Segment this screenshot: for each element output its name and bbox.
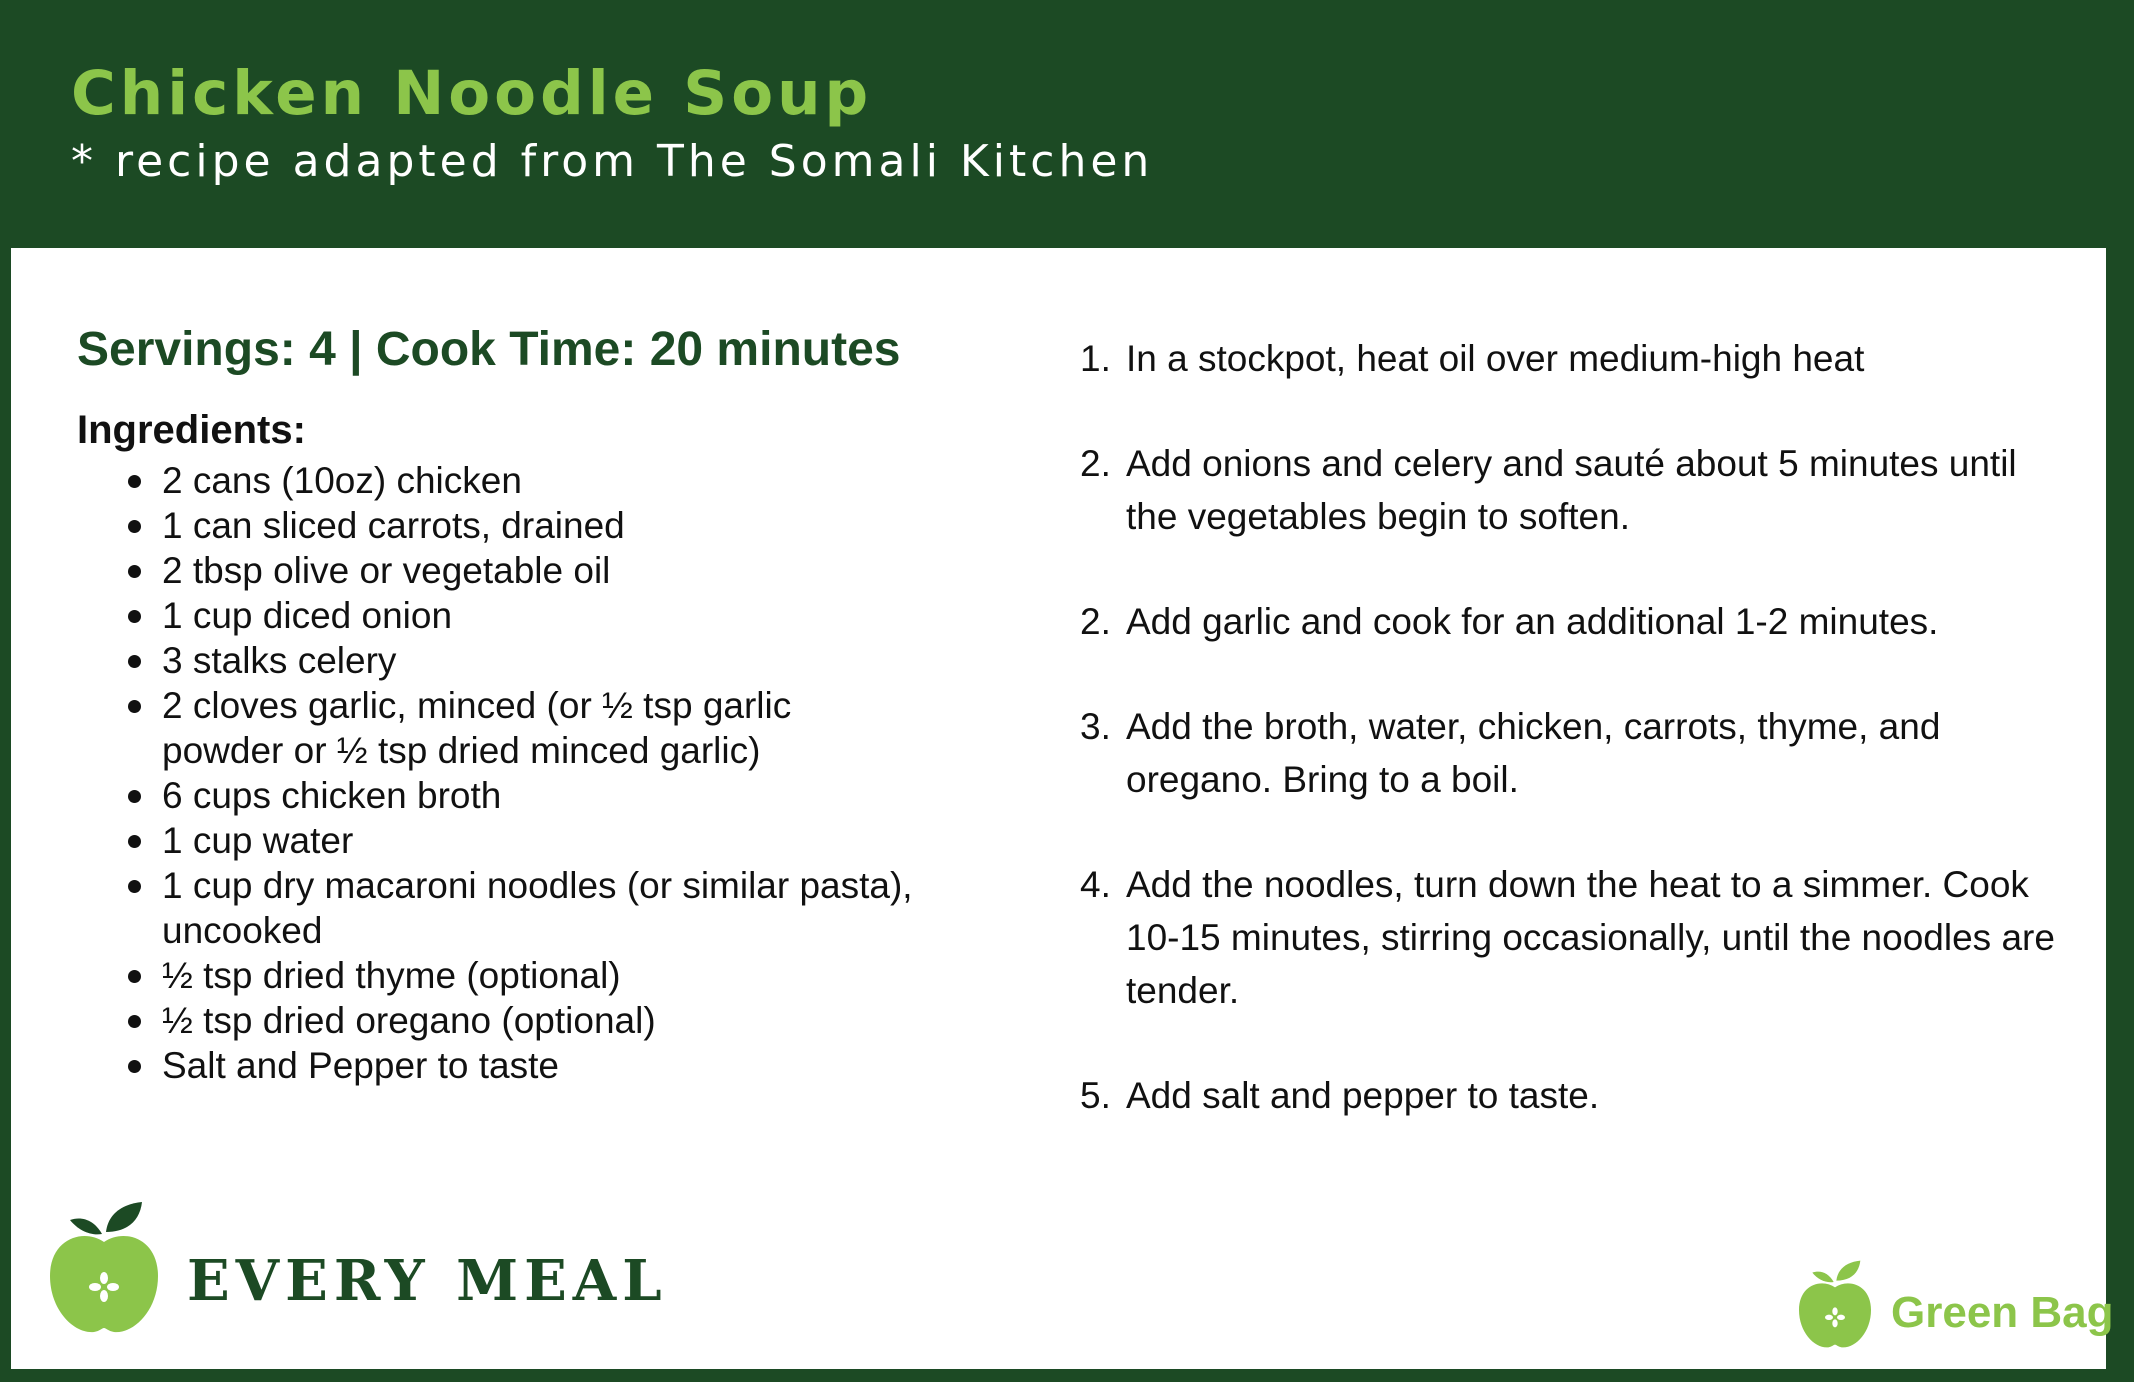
recipe-subtitle: * recipe adapted from The Somali Kitchen [71,136,1154,187]
list-item: 6 cups chicken broth [77,773,977,818]
instruction-step: 4. Add the noodles, turn down the heat to a simmer. Cook 10-15 minutes, stirring occasionally, until the noodles are tender. [1080,864,2055,1011]
bullet-icon [128,565,141,578]
instruction-step: 3. Add the broth, water, chicken, carrots, thyme, and oregano. Bring to a boil. [1080,706,1941,800]
bullet-icon [128,970,141,983]
list-item: Salt and Pepper to taste [77,1043,977,1088]
recipe-title: Chicken Noodle Soup [71,58,873,129]
list-item: ½ tsp dried oregano (optional) [77,998,977,1043]
servings-cooktime: Servings: 4 | Cook Time: 20 minutes [77,323,901,376]
bullet-icon [128,700,141,713]
bullet-icon [128,1060,141,1073]
bullet-icon [128,835,141,848]
list-item: 1 cup water [77,818,977,863]
ingredients-list [77,458,977,1088]
list-item: 1 cup dry macaroni noodles (or similar pasta), uncooked [77,863,942,953]
ingredients-heading: Ingredients: [77,408,306,452]
bullet-icon [128,1015,141,1028]
instructions-list [1069,332,2059,1174]
bullet-icon [128,880,141,893]
bullet-icon [128,610,141,623]
instruction-step: 1. In a stockpot, heat oil over medium-high heat [1080,338,1865,379]
bullet-icon [128,790,141,803]
instruction-step: 5. Add salt and pepper to taste. [1080,1075,1600,1116]
list-item: 2 cloves garlic, minced (or ½ tsp garlic powder or ½ tsp dried minced garlic) [77,683,882,773]
list-item: 1 cup diced onion [77,593,977,638]
bullet-icon [128,655,141,668]
list-item: ½ tsp dried thyme (optional) [77,953,977,998]
list-item: 2 tbsp olive or vegetable oil [77,548,977,593]
apple-icon [1795,1256,1875,1352]
green-bag-wordmark: Green Bag [1891,1288,2114,1337]
every-meal-wordmark: EVERY MEAL [187,1248,668,1314]
header-banner [0,0,2134,247]
apple-icon [44,1198,164,1336]
every-meal-logo [44,1198,164,1340]
list-item: 1 can sliced carrots, drained [77,503,977,548]
instruction-step: 2. Add onions and celery and sauté about 5 minutes until the vegetables begin to soften. [1080,443,2017,537]
bullet-icon [128,520,141,533]
list-item: 2 cans (10oz) chicken [77,458,977,503]
bullet-icon [128,475,141,488]
recipe-card [11,248,2114,1369]
list-item: 3 stalks celery [77,638,977,683]
green-bag-logo [1795,1256,1875,1356]
instruction-step: 2. Add garlic and cook for an additional 1-2 minutes. [1080,601,1939,642]
